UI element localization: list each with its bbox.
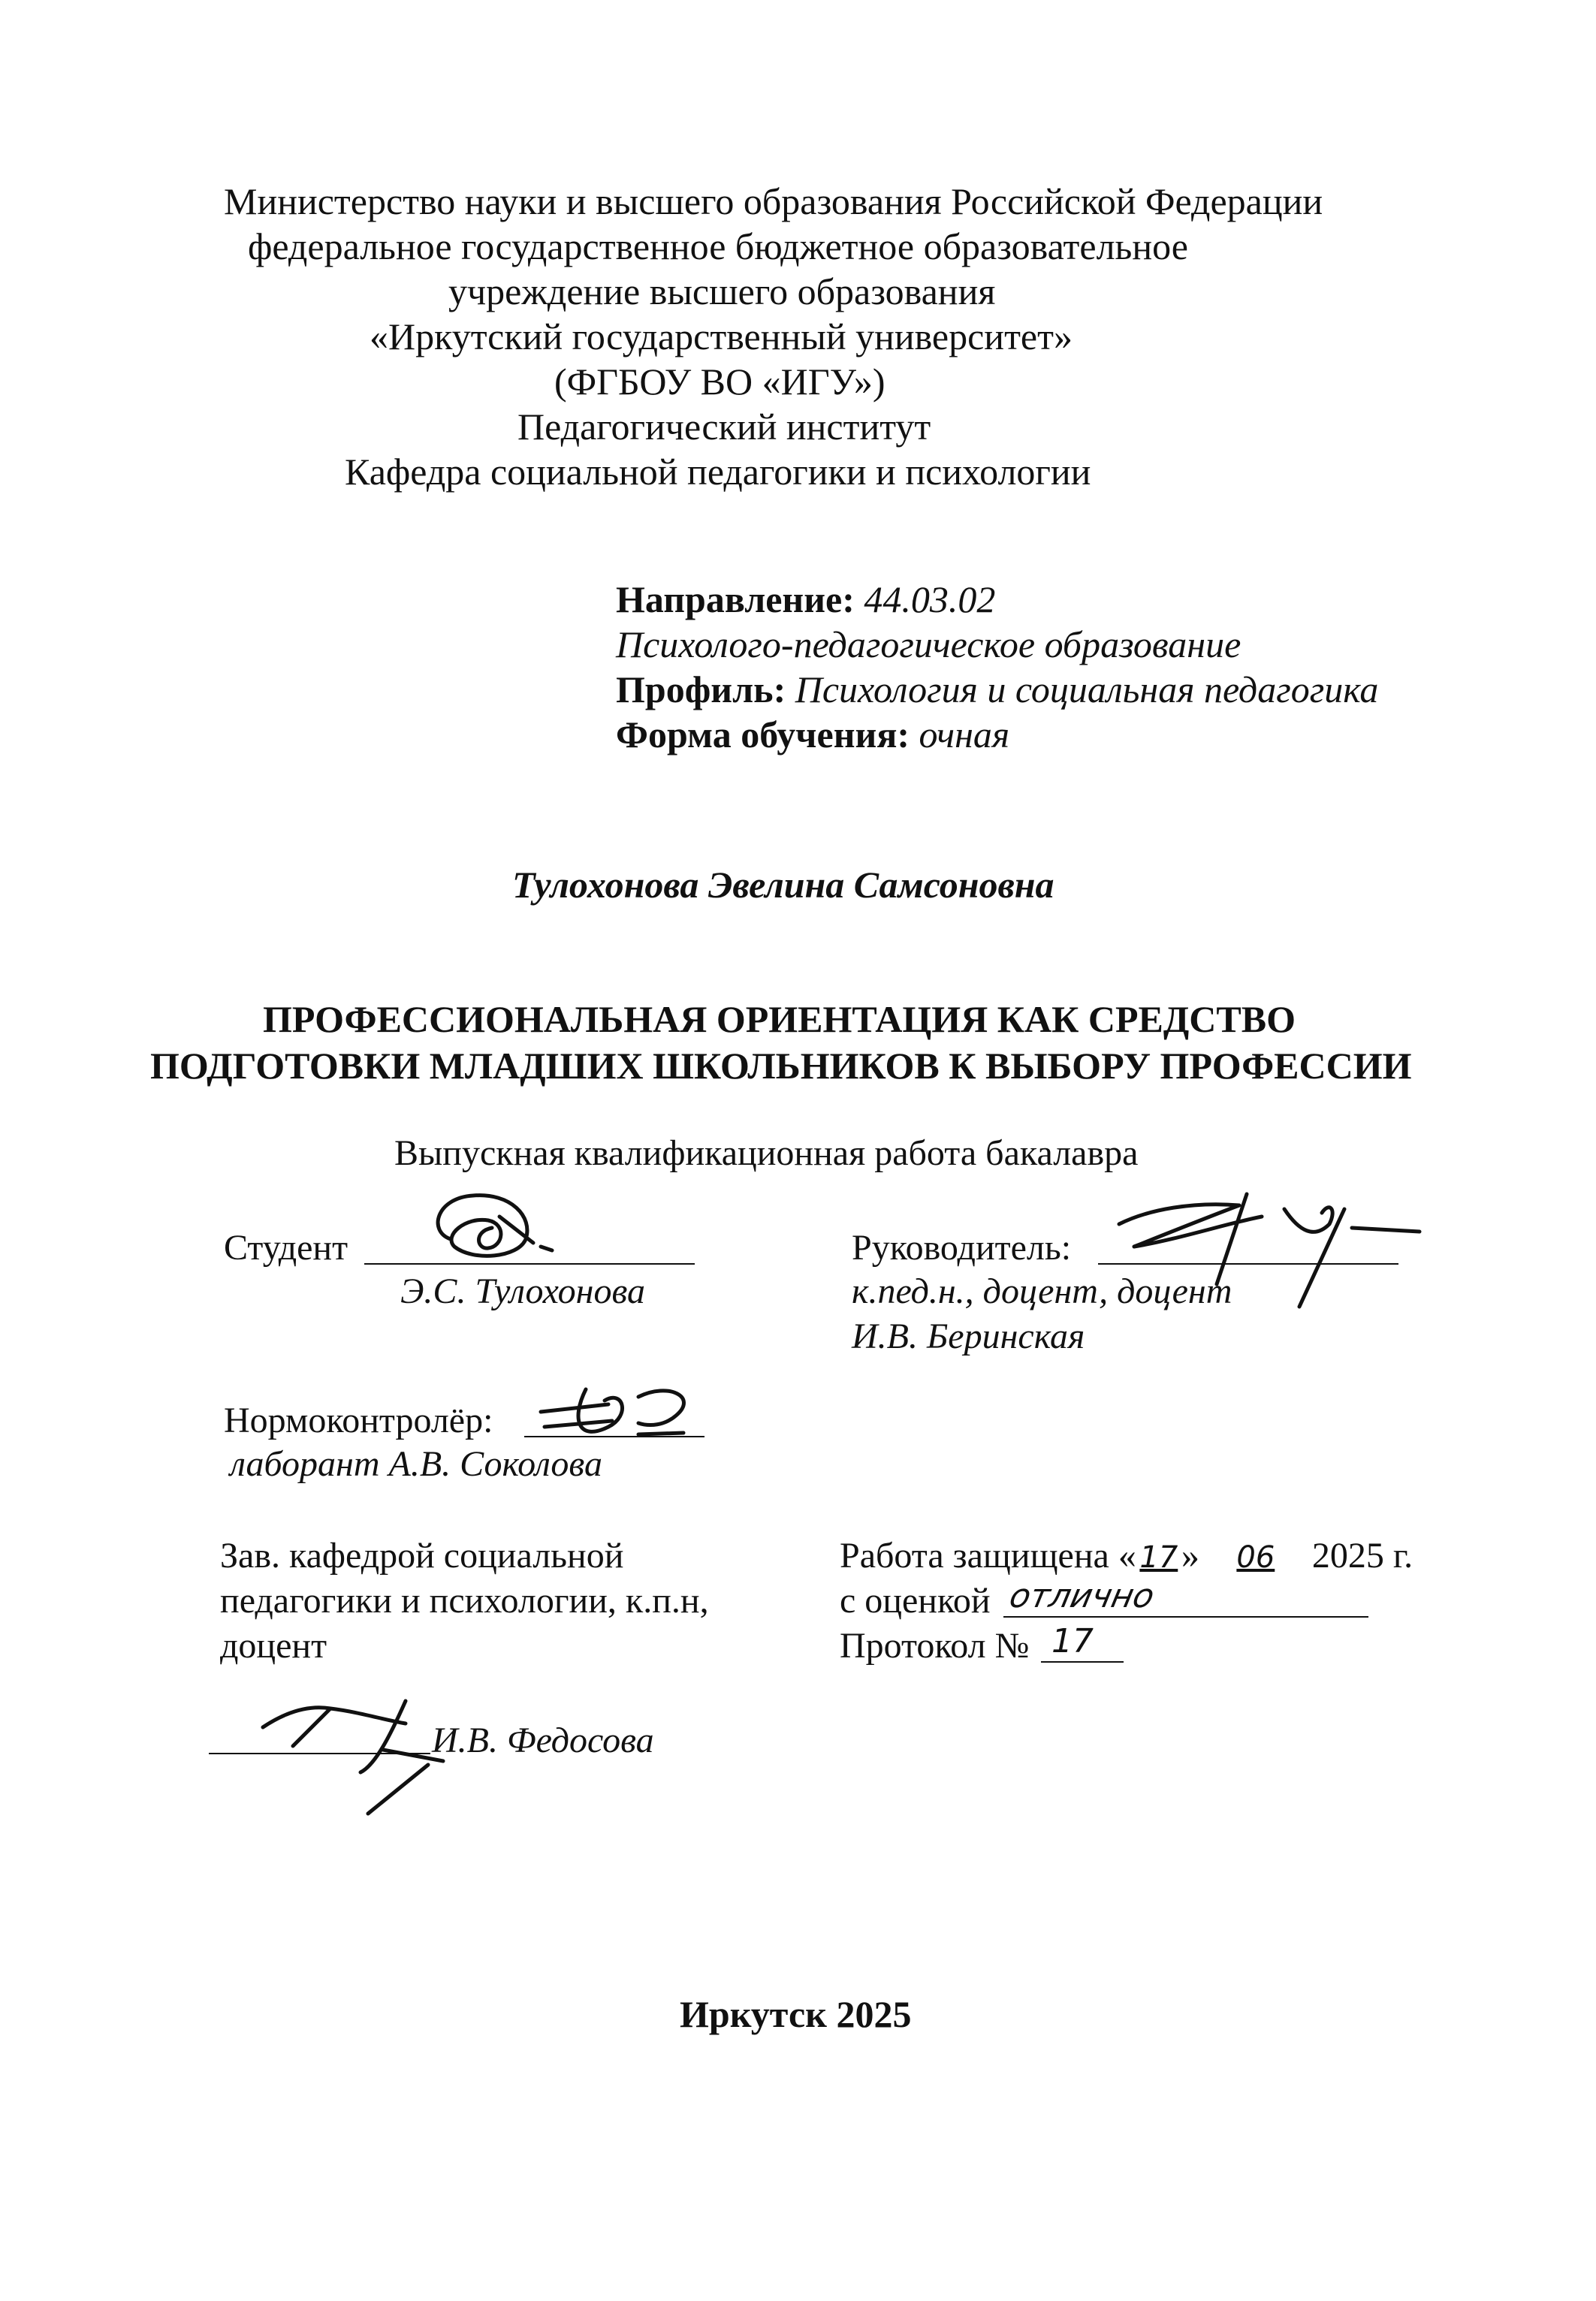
head-title-line-2: педагогики и психологии, к.п.н, [220,1581,709,1621]
head-name: И.В. Федосова [432,1720,654,1760]
profile-row [616,667,1378,712]
defense-date-row [840,1533,1413,1580]
normcontrol-signature [526,1374,706,1449]
author-name: Тулохонова Эвелина Самсоновна [512,864,1054,906]
grade-value: отлично [1006,1577,1158,1615]
student-signature [421,1187,556,1269]
study-form-row [616,712,1009,757]
study-form-label: Форма обучения: [616,713,910,755]
supervisor-label: Руководитель: [852,1228,1072,1268]
head-signature [248,1682,458,1817]
direction-row [616,577,995,622]
defense-day: 17 [1139,1540,1178,1575]
direction-name: Психолого-педагогическое образование [616,623,1242,665]
normcontrol-name: лаборант А.В. Соколова [230,1444,602,1484]
institute-name: Педагогический институт [517,406,931,448]
defense-date-mid: » [1181,1536,1199,1576]
thesis-title-line-2: ПОДГОТОВКИ МЛАДШИХ ШКОЛЬНИКОВ К ВЫБОРУ ПРОФЕССИИ [150,1045,1412,1087]
defense-year: 2025 г. [1311,1536,1413,1576]
institution-type-line-2: учреждение высшего образования [448,270,996,312]
protocol-number: 17 [1051,1622,1094,1660]
supervisor-name: И.В. Беринская [852,1316,1085,1356]
head-title-line-1: Зав. кафедрой социальной [220,1536,624,1576]
department-name: Кафедра социальной педагогики и психологии [345,451,1091,493]
university-abbr: (ФГБОУ ВО «ИГУ») [554,360,885,403]
direction-code: 44.03.02 [864,578,996,620]
supervisor-position: к.пед.н., доцент, доцент [852,1271,1232,1311]
thesis-title-line-1: ПРОФЕССИОНАЛЬНАЯ ОРИЕНТАЦИЯ КАК СРЕДСТВО [263,998,1296,1040]
student-label: Студент [224,1228,348,1268]
direction-label: Направление: [616,578,855,620]
student-name: Э.С. Тулохонова [400,1271,645,1311]
protocol-label: Протокол № [840,1626,1030,1666]
defense-month: 06 [1236,1540,1275,1575]
study-form-value: очная [919,713,1010,755]
work-type: Выпускная квалификационная работа бакалавра [394,1133,1139,1173]
protocol-row [840,1624,1029,1669]
city-year: Иркутск 2025 [680,1993,912,2035]
grade-row [840,1579,991,1624]
institution-type-line: федеральное государственное бюджетное образовательное [248,225,1188,267]
profile-label: Профиль: [616,668,786,710]
grade-label: с оценкой [840,1581,991,1621]
profile-value: Психология и социальная педагогика [795,668,1379,710]
university-name: «Иркутский государственный университет» [370,315,1073,357]
ministry-line: Министерство науки и высшего образования Российской Федерации [224,180,1323,222]
defense-date-label: Работа защищена « [840,1536,1136,1576]
head-title-line-3: доцент [220,1626,327,1666]
normcontrol-label: Нормоконтролёр: [224,1401,493,1440]
